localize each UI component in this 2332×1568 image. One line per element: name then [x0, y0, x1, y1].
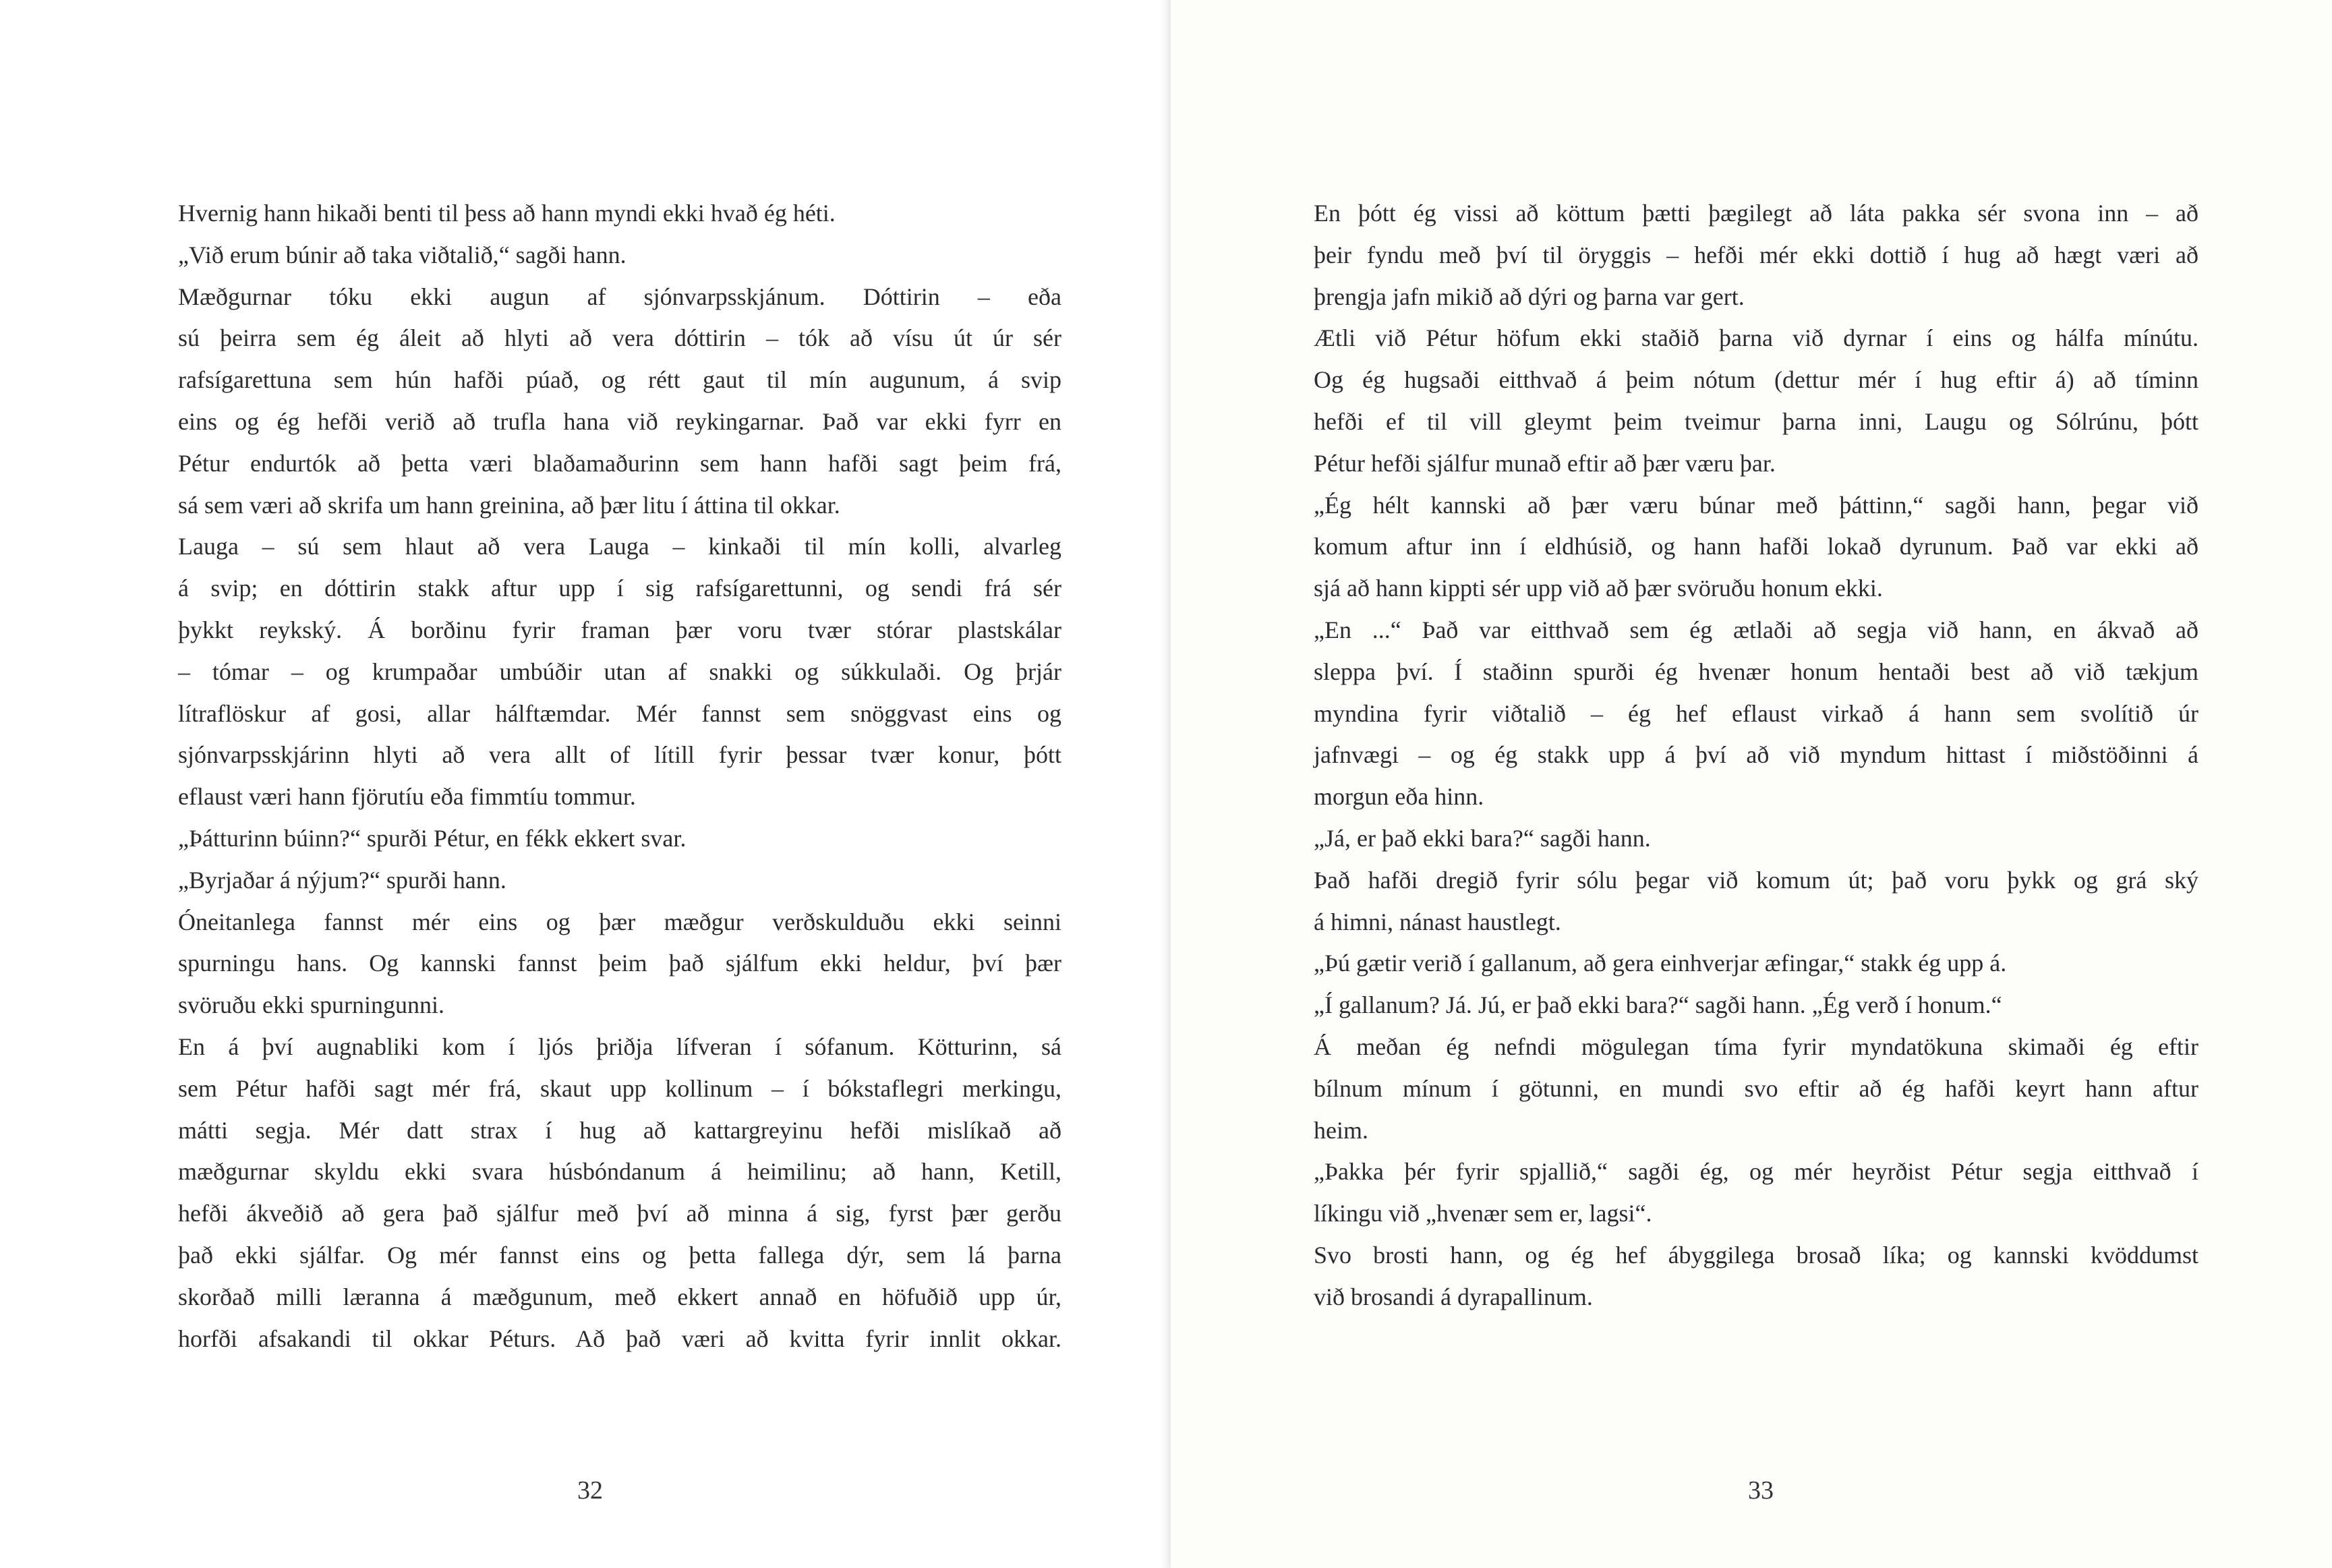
text-line: hefði ákveðið að gera það sjálfur með því að minna á sig, fyrst þær gerðu	[178, 1200, 1061, 1227]
text-line: sem Pétur hafði sagt mér frá, skaut upp kollinum – í bókstaflegri merkingu,	[178, 1074, 1061, 1102]
text-line: Hvernig hann hikaði benti til þess að hann myndi ekki hvað ég héti.	[178, 200, 836, 227]
text-line: á svip; en dóttirin stakk aftur upp í sig rafsígarettunni, og sendi frá sér	[178, 575, 1061, 602]
text-line: „Við erum búnir að taka viðtalið,“ sagði hann.	[178, 241, 626, 268]
text-line: komum aftur inn í eldhúsið, og hann hafði lokað dyrunum. Það var ekki að	[1314, 533, 2198, 560]
text-line: myndina fyrir viðtalið – ég hef eflaust virkað á hann sem svolítið úr	[1314, 699, 2198, 727]
text-line: „Ég hélt kannski að þær væru búnar með þáttinn,“ sagði hann, þegar við	[1314, 491, 2198, 519]
text-line: Svo brosti hann, og ég hef ábyggilega brosað líka; og kannski kvöddumst	[1314, 1241, 2198, 1269]
left-page-text	[178, 193, 1061, 1360]
text-line: hefði ef til vill gleymt þeim tveimur þarna inni, Laugu og Sólrúnu, þótt	[1314, 407, 2198, 435]
text-line: Lauga – sú sem hlaut að vera Lauga – kinkaði til mín kolli, alvarleg	[178, 533, 1061, 560]
left-page-number: 32	[577, 1476, 603, 1505]
text-line: „Þú gætir verið í gallanum, að gera einhverjar æfingar,“ stakk ég upp á.	[1314, 950, 2007, 977]
text-line: Það hafði dregið fyrir sólu þegar við komum út; það voru þykk og grá ský	[1314, 866, 2198, 894]
text-line: eins og ég hefði verið að trufla hana við reykingarnar. Það var ekki fyrr en	[178, 407, 1061, 435]
text-line: mátti segja. Mér datt strax í hug að kattargreyinu hefði mislíkað að	[178, 1116, 1061, 1144]
text-line: heim.	[1314, 1116, 1368, 1144]
text-line: sá sem væri að skrifa um hann greinina, að þær litu í áttina til okkar.	[178, 491, 840, 519]
text-line: Óneitanlega fannst mér eins og þær mæðgur verðskulduðu ekki seinni	[178, 908, 1061, 935]
text-line: – tómar – og krumpaðar umbúðir utan af snakki og súkkulaði. Og þrjár	[178, 658, 1061, 685]
text-line: „Byrjaðar á nýjum?“ spurði hann.	[178, 866, 506, 894]
text-line: Ætli við Pétur höfum ekki staðið þarna við dyrnar í eins og hálfa mínútu.	[1314, 324, 2198, 352]
text-line: „Já, er það ekki bara?“ sagði hann.	[1314, 824, 1651, 852]
text-line: sjónvarpsskjárinn hlyti að vera allt of lítill fyrir þessar tvær konur, þótt	[178, 741, 1061, 769]
text-line: þrengja jafn mikið að dýri og þarna var gert.	[1314, 283, 1745, 310]
text-line: „En ...“ Það var eitthvað sem ég ætlaði að segja við hann, en ákvað að	[1314, 616, 2198, 643]
text-line: við brosandi á dyrapallinum.	[1314, 1283, 1593, 1310]
text-line: „Þakka þér fyrir spjallið,“ sagði ég, og mér heyrðist Pétur segja eitthvað í	[1314, 1158, 2198, 1186]
text-line: mæðgurnar skyldu ekki svara húsbóndanum á heimilinu; að hann, Ketill,	[178, 1158, 1061, 1186]
text-line: þeir fyndu með því til öryggis – hefði mér ekki dottið í hug að hægt væri að	[1314, 241, 2198, 268]
right-page-number: 33	[1748, 1476, 1774, 1505]
right-page-text	[1314, 193, 2198, 1318]
text-line: sú þeirra sem ég áleit að hlyti að vera dóttirin – tók að vísu út úr sér	[178, 324, 1061, 352]
text-line: En á því augnabliki kom í ljós þriðja lífveran í sófanum. Kötturinn, sá	[178, 1033, 1061, 1060]
text-line: á himni, nánast haustlegt.	[1314, 908, 1561, 935]
text-line: svöruðu ekki spurningunni.	[178, 991, 444, 1019]
text-line: Pétur hefði sjálfur munað eftir að þær væru þar.	[1314, 449, 1776, 477]
text-line: sleppa því. Í staðinn spurði ég hvenær honum hentaði best að við tækjum	[1314, 658, 2198, 685]
text-line: lítraflöskur af gosi, allar hálftæmdar. Mér fannst sem snöggvast eins og	[178, 699, 1061, 727]
text-line: Pétur endurtók að þetta væri blaðamaðurinn sem hann hafði sagt þeim frá,	[178, 449, 1061, 477]
text-line: eflaust væri hann fjörutíu eða fimmtíu tommur.	[178, 783, 636, 811]
text-line: morgun eða hinn.	[1314, 783, 1484, 811]
text-line: horfði afsakandi til okkar Péturs. Að það væri að kvitta fyrir innlit okkar.	[178, 1325, 1061, 1352]
right-page	[1171, 0, 2332, 1568]
text-line: „Í gallanum? Já. Jú, er það ekki bara?“ sagði hann. „Ég verð í honum.“	[1314, 991, 2002, 1019]
text-line: þykkt reykský. Á borðinu fyrir framan þær voru tvær stórar plastskálar	[178, 616, 1061, 643]
text-line: „Þátturinn búinn?“ spurði Pétur, en fékk ekkert svar.	[178, 824, 687, 852]
text-line: sjá að hann kippti sér upp við að þær svöruðu honum ekki.	[1314, 575, 1883, 602]
text-line: jafnvægi – og ég stakk upp á því að við myndum hittast í miðstöðinni á	[1314, 741, 2198, 769]
text-line: líkingu við „hvenær sem er, lagsi“.	[1314, 1200, 1652, 1227]
text-line: bílnum mínum í götunni, en mundi svo eftir að ég hafði keyrt hann aftur	[1314, 1074, 2198, 1102]
text-line: Og ég hugsaði eitthvað á þeim nótum (dettur mér í hug eftir á) að tíminn	[1314, 366, 2198, 394]
text-line: rafsígarettuna sem hún hafði púað, og rétt gaut til mín augunum, á svip	[178, 366, 1061, 394]
text-line: Mæðgurnar tóku ekki augun af sjónvarpsskjánum. Dóttirin – eða	[178, 283, 1061, 310]
text-line: spurningu hans. Og kannski fannst þeim það sjálfum ekki heldur, því þær	[178, 950, 1061, 977]
text-line: það ekki sjálfar. Og mér fannst eins og þetta fallega dýr, sem lá þarna	[178, 1241, 1061, 1269]
text-line: En þótt ég vissi að köttum þætti þægilegt að láta pakka sér svona inn – að	[1314, 200, 2198, 227]
text-line: Á meðan ég nefndi mögulegan tíma fyrir myndatökuna skimaði ég eftir	[1314, 1033, 2198, 1060]
text-line: skorðað milli læranna á mæðgunum, með ekkert annað en höfuðið upp úr,	[178, 1283, 1061, 1310]
